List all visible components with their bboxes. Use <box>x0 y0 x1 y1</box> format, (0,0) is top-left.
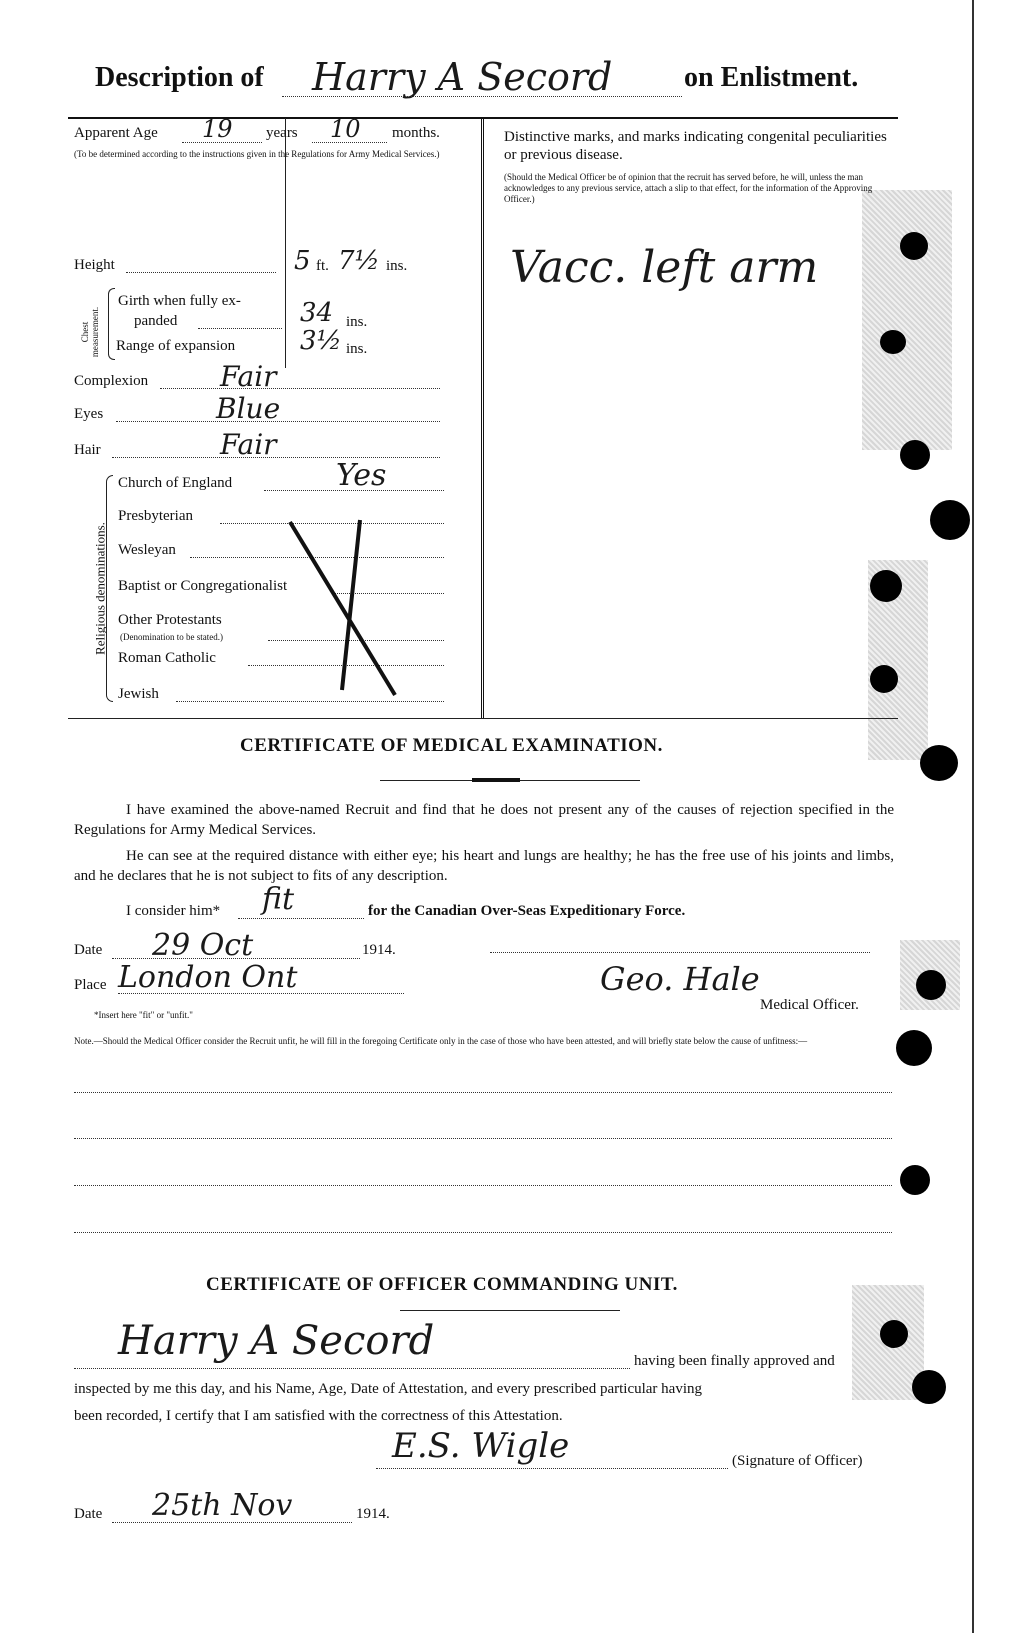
girth-unit: ins. <box>346 314 368 330</box>
religion-7: Jewish <box>118 686 159 702</box>
chest-side-label: Chest measurement. <box>80 306 100 358</box>
medical-title: CERTIFICATE OF MEDICAL EXAMINATION. <box>240 735 663 756</box>
complexion-dots <box>160 388 440 389</box>
girth-dots <box>198 328 282 329</box>
marks-note: (Should the Medical Officer be of opinion that the recruit has served before, he will, unless the man acknowledges to any previous service, attach a slip to that effect, for the information of the Approving Officer.) <box>504 172 873 204</box>
eyes-label: Eyes <box>74 406 104 422</box>
binder-hole <box>870 665 898 693</box>
header-suffix: on Enlistment. <box>684 62 859 93</box>
girth-label-1: Girth when fully ex- <box>118 293 241 309</box>
commanding-line1-suffix: having been finally approved and <box>634 1353 835 1369</box>
binder-hole <box>920 745 958 781</box>
place-value: London Ont <box>118 960 298 995</box>
religion-6: Roman Catholic <box>118 650 216 666</box>
medical-sig-dots <box>490 952 870 953</box>
religion-brace <box>106 475 113 702</box>
consider-suffix: for the Canadian Over-Seas Expeditionary Force. <box>368 903 686 919</box>
medical-para-1: I have examined the above-named Recruit and find that he does not present any of the causes of rejection specified in the Regulations for Army Medical Services. <box>74 802 894 838</box>
commanding-line2: inspected by me this day, and his Name, Age, Date of Attestation, and every prescribed particular having <box>74 1381 703 1397</box>
religion-7-dots <box>176 701 444 702</box>
hair-value: Fair <box>220 428 277 461</box>
range-unit: ins. <box>346 341 368 357</box>
height-ft: 5 <box>294 246 311 276</box>
ins-label: ins. <box>386 258 408 274</box>
cause-line-4 <box>74 1232 892 1233</box>
cause-line-1 <box>74 1092 892 1093</box>
marks-value: Vacc. left arm <box>510 242 819 293</box>
months-label: months. <box>392 125 440 141</box>
age-months: 10 <box>330 115 361 143</box>
header-prefix: Description of <box>95 62 264 93</box>
eyes-value: Blue <box>216 392 281 425</box>
paper-stain <box>862 190 952 450</box>
height-in: 7½ <box>338 246 380 276</box>
medical-para-2: He can see at the required distance with either eye; his heart and lungs are healthy; he has the free use of his joints and limbs, and he declares that he is not subject to fits of any description. <box>74 848 894 884</box>
medical-date-label: Date <box>74 942 103 958</box>
age-note: (To be determined according to the instructions given in the Regulations for Army Medical Services.) <box>74 149 440 159</box>
commanding-title: CERTIFICATE OF OFFICER COMMANDING UNIT. <box>206 1274 678 1295</box>
binder-hole <box>880 330 906 354</box>
insert-note: *Insert here "fit" or "unfit." <box>94 1010 193 1020</box>
cause-line-2 <box>74 1138 892 1139</box>
page-right-edge <box>972 0 974 1633</box>
religion-2: Wesleyan <box>118 542 176 558</box>
column-divider <box>481 118 484 718</box>
range-value: 3½ <box>300 326 342 356</box>
ft-label: ft. <box>316 258 329 274</box>
binder-hole <box>900 1165 930 1195</box>
age-months-line <box>312 142 387 143</box>
religion-cross-mark <box>270 500 410 700</box>
girth-label-2: panded <box>134 313 178 329</box>
chest-brace <box>108 288 115 360</box>
consider-dots <box>238 918 364 919</box>
commanding-signature-label: (Signature of Officer) <box>732 1453 863 1469</box>
binder-hole <box>916 970 946 1000</box>
name-underline <box>282 96 682 97</box>
girth-value: 34 <box>300 298 334 328</box>
marks-heading: Distinctive marks, and marks indicating congenital peculiarities or previous disease. <box>504 129 887 163</box>
medical-date-dots <box>112 958 360 959</box>
binder-hole <box>880 1320 908 1348</box>
recruit-name: Harry A Secord <box>312 55 613 99</box>
hair-label: Hair <box>74 442 101 458</box>
binder-hole <box>930 500 970 540</box>
age-years-line <box>182 142 262 143</box>
religion-4: Other Protestants <box>118 612 222 628</box>
medical-title-rule-bold <box>472 778 520 782</box>
commanding-signature: E.S. Wigle <box>392 1426 570 1466</box>
religion-0: Church of England <box>118 475 233 491</box>
religion-value: Yes <box>336 458 387 493</box>
commanding-date-year: 1914. <box>356 1506 390 1522</box>
binder-hole <box>900 440 930 470</box>
commanding-date-dots <box>112 1522 352 1523</box>
place-label: Place <box>74 977 107 993</box>
commanding-sig-dots <box>376 1468 728 1469</box>
religion-5: (Denomination to be stated.) <box>120 632 223 642</box>
religion-side-label: Religious denominations. <box>92 522 108 655</box>
unfit-note: Note.—Should the Medical Officer consider the Recruit unfit, he will fill in the foregoing Certificate only in the case of those who have been attested, and will briefly state below the cause of unfitness:— <box>74 1036 808 1046</box>
complexion-label: Complexion <box>74 373 149 389</box>
binder-hole <box>870 570 902 602</box>
medical-officer-label: Medical Officer. <box>760 997 859 1013</box>
range-label: Range of expansion <box>116 338 236 354</box>
medical-signature: Geo. Hale <box>600 960 760 998</box>
binder-hole <box>912 1370 946 1404</box>
binder-hole <box>896 1030 932 1066</box>
cause-line-3 <box>74 1185 892 1186</box>
height-label: Height <box>74 257 115 273</box>
consider-prefix: I consider him* <box>126 903 221 919</box>
medical-date-year: 1914. <box>362 942 396 958</box>
complexion-value: Fair <box>220 360 277 393</box>
commanding-date-label: Date <box>74 1506 103 1522</box>
commanding-line3: been recorded, I certify that I am satisfied with the correctness of this Attestation. <box>74 1408 563 1424</box>
section-rule <box>68 718 898 719</box>
age-years: 19 <box>202 115 233 143</box>
apparent-age-label: Apparent Age <box>74 125 158 141</box>
consider-value: fit <box>262 882 295 917</box>
commanding-name-dots <box>74 1368 630 1369</box>
religion-3: Baptist or Congregationalist <box>118 578 288 594</box>
place-dots <box>118 993 404 994</box>
medical-date-value: 29 Oct <box>152 928 254 963</box>
commanding-date-value: 25th Nov <box>152 1488 293 1523</box>
commanding-title-rule <box>400 1310 620 1311</box>
years-label: years <box>266 125 298 141</box>
commanding-name-value: Harry A Secord <box>118 1318 435 1364</box>
binder-hole <box>900 232 928 260</box>
height-dots <box>126 272 276 273</box>
religion-1: Presbyterian <box>118 508 193 524</box>
